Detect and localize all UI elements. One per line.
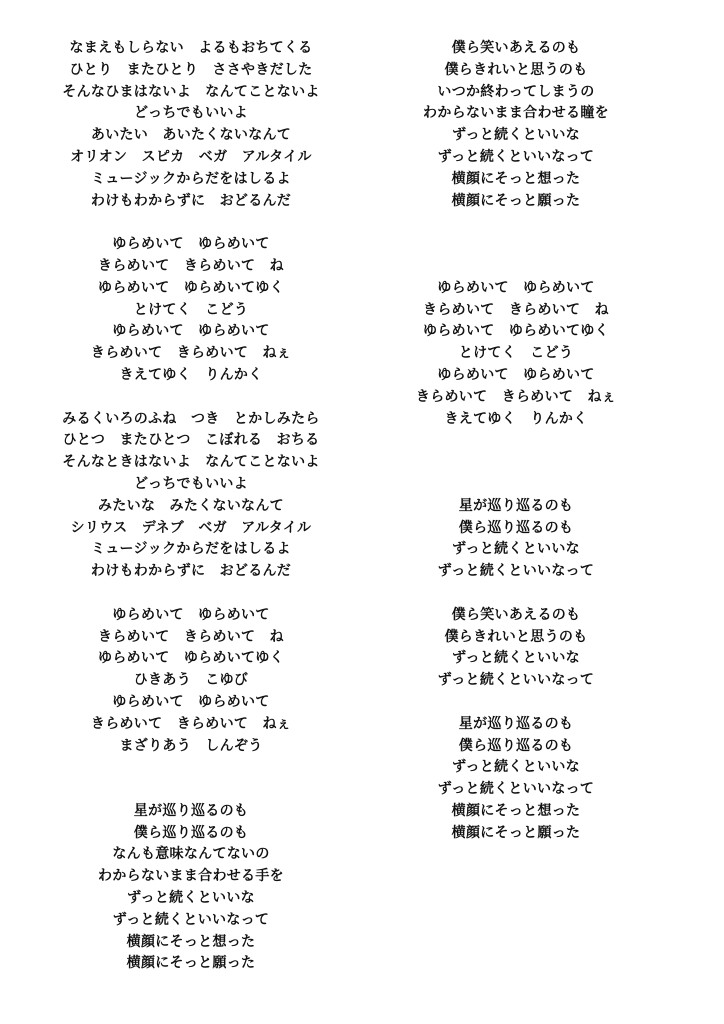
lyric-line: ひとり またひとり ささやきだした [69,61,313,78]
lyric-line: ずっと続くといいな [452,759,580,776]
lyric-line: わからないまま合わせる手を [98,868,284,885]
lyric-line: なんも意味なんてないの [112,846,270,863]
lyrics-right-column [400,38,632,844]
lyric-line: みたいな みたくないなんて [98,497,284,514]
lyric-line: 僕らきれいと思うのも [444,61,588,78]
lyric-line: 僕ら笑いあえるのも [451,606,581,623]
stanza-gap [400,692,632,714]
lyric-line: 僕ら巡り巡るのも [458,737,574,754]
lyric-line: ゆらめいて ゆらめいて [437,279,595,296]
lyric-line: ずっと続くといいなって [437,672,595,689]
stanza-gap [26,757,356,779]
stanza-gap [400,583,632,605]
lyric-line: みるくいろのふね つき とかしみたら [62,410,320,427]
stanza-gap [26,779,356,801]
lyric-line: シリウス デネブ ベガ アルタイル [70,519,312,536]
lyric-line: きらめいて きらめいて ねぇ [415,388,617,405]
lyric-line: まざりあう しんぞう [119,737,263,754]
lyric-line: ゆらめいて ゆらめいて [112,693,270,710]
lyric-line: 横顔にそっと想った [451,170,581,187]
stanza-gap [26,387,356,409]
lyric-line: いつか終わってしまうの [437,83,595,100]
lyric-line: ずっと続くといいなって [437,781,595,798]
lyrics-left-column [26,38,356,975]
lyric-line: ずっと続くといいな [452,541,580,558]
lyric-line: とけてく こどう [458,345,574,362]
lyric-line: 僕ら笑いあえるのも [451,40,581,56]
lyric-line: ずっと続くといいな [452,127,580,144]
lyric-line: 横顔にそっと願った [126,955,256,972]
lyric-line: 星が巡り巡るのも [458,497,574,514]
lyric-line: ずっと続くといいなって [112,911,270,928]
lyric-line: ずっと続くといいな [452,650,580,667]
lyric-line: ひきあう こゆび [133,672,249,689]
stanza-gap [400,256,632,278]
lyric-line: ミュージックからだをはしるよ [91,541,291,558]
lyric-line: どっちでもいいよ [134,475,248,492]
stanza-gap [400,212,632,234]
lyric-line: 横顔にそっと想った [126,933,256,950]
lyric-line: 星が巡り巡るのも [133,802,249,819]
lyric-line: ゆらめいて ゆらめいてゆく [98,650,284,667]
lyric-line: ミュージックからだをはしるよ [91,170,291,187]
stanza-gap [400,234,632,256]
lyric-line: ゆらめいて ゆらめいて [112,323,270,340]
lyric-line: 星が巡り巡るのも [458,715,574,732]
lyric-line: 僕らきれいと思うのも [444,628,588,645]
lyric-line: 横顔にそっと願った [451,824,581,841]
lyric-line: ゆらめいて ゆらめいてゆく [98,279,284,296]
stanza-gap [26,212,356,234]
lyric-line: きらめいて きらめいて ね [98,628,284,645]
lyric-line: ゆらめいて ゆらめいて [437,366,595,383]
lyric-line: きらめいて きらめいて ね [98,257,284,274]
stanza-gap [400,474,632,496]
lyric-line: オリオン スピカ ベガ アルタイル [70,148,312,165]
lyric-line: 横顔にそっと願った [451,192,581,209]
lyric-line: なまえもしらない よるもおちてくる [69,40,313,56]
lyric-line: 横顔にそっと想った [451,802,581,819]
lyric-line: きらめいて きらめいて ねぇ [90,715,292,732]
lyric-line: あいたい あいたくないなんて [90,127,292,144]
stanza-gap [400,452,632,474]
lyric-line: 僕ら巡り巡るのも [458,519,574,536]
lyric-line: ずっと続くといいなって [437,563,595,580]
lyric-line: どっちでもいいよ [134,105,248,122]
stanza-gap [400,430,632,452]
stanza-gap [26,583,356,605]
lyric-line: きえてゆく りんかく [444,410,588,427]
lyric-line: わけもわからずに おどるんだ [90,192,292,209]
lyric-line: きらめいて きらめいて ねぇ [90,345,292,362]
lyric-line: きえてゆく りんかく [119,366,263,383]
lyric-line: ゆらめいて ゆらめいて [112,606,270,623]
lyric-line: ゆらめいて ゆらめいて [112,236,270,253]
lyric-line: とけてく こどう [133,301,249,318]
lyric-line: 僕ら巡り巡るのも [133,824,249,841]
lyric-line: ゆらめいて ゆらめいてゆく [423,323,609,340]
lyric-line: ひとつ またひとつ こぼれる おちる [62,432,320,449]
lyric-line: ずっと続くといいな [127,890,255,907]
lyric-line: きらめいて きらめいて ね [423,301,609,318]
lyric-line: ずっと続くといいなって [437,148,595,165]
lyric-line: わからないまま合わせる瞳を [423,105,609,122]
lyric-line: わけもわからずに おどるんだ [90,563,292,580]
lyric-line: そんなひまはないよ なんてことないよ [62,83,320,100]
lyric-line: そんなときはないよ なんてことないよ [62,454,320,471]
